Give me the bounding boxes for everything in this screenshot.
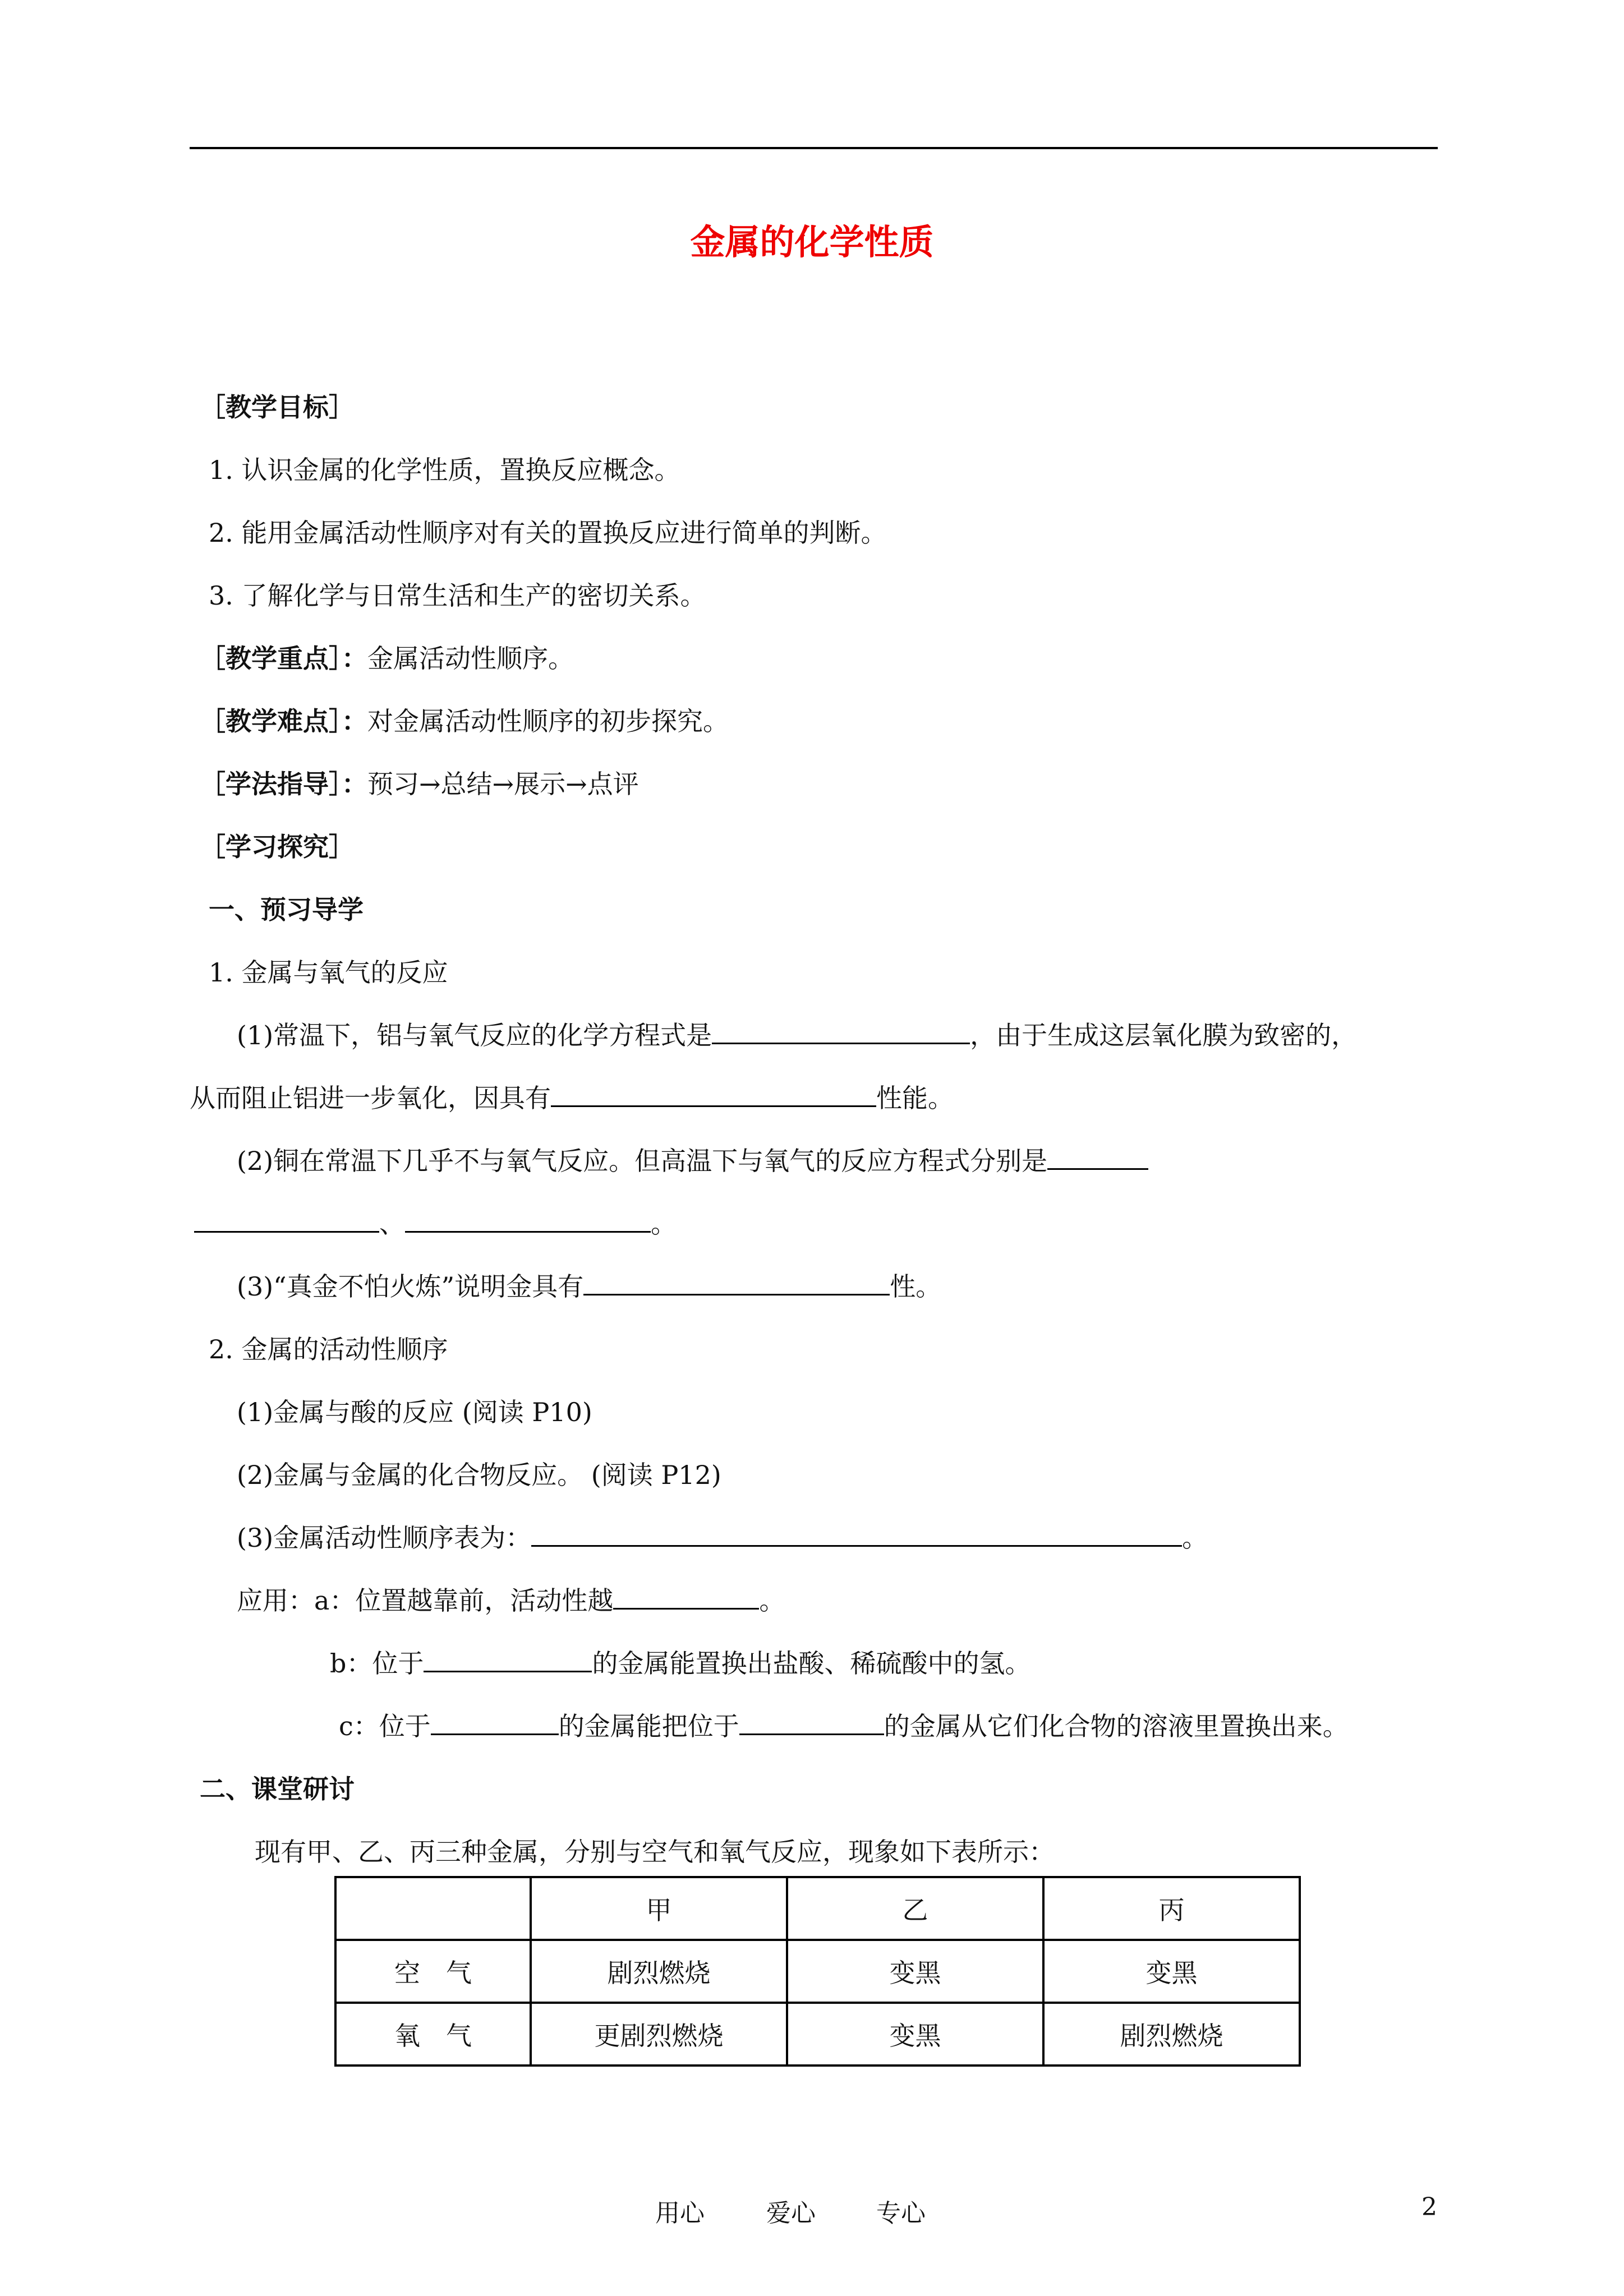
table-header-cell: 甲 <box>531 1877 787 1940</box>
question-2-line1: (2)铜在常温下几乎不与氧气反应。但高温下与氧气的反应方程式分别是 <box>237 1141 1148 1178</box>
page-number: 2 <box>1421 2193 1437 2221</box>
page-title: 金属的化学性质 <box>690 222 934 262</box>
key-point-label: ［教学重点］： <box>200 643 367 674</box>
activity-1: (1)金属与酸的反应 (阅读 P10) <box>237 1397 592 1427</box>
footer-word: 用心 <box>655 2199 705 2228</box>
section1-heading: 一、预习导学 <box>209 895 364 925</box>
table-cell: 剧烈燃烧 <box>531 1940 787 2003</box>
section2-heading: 二、课堂研讨 <box>200 1774 355 1804</box>
key-point-text: 金属活动性顺序。 <box>367 643 574 674</box>
answer-blank[interactable] <box>613 1581 759 1610</box>
table-header-row <box>335 1877 1300 1940</box>
method <box>200 764 639 801</box>
table-cell: 更剧烈燃烧 <box>531 2003 787 2066</box>
section2-intro: 现有甲、乙、丙三种金属，分别与空气和氧气反应，现象如下表所示： <box>255 1837 1055 1867</box>
answer-blank[interactable] <box>583 1267 890 1295</box>
table-row <box>335 1940 1300 2003</box>
question-1-line2: 从而阻止铝进一步氧化，因具有 性能。 <box>190 1078 954 1115</box>
table-cell: 剧烈燃烧 <box>1043 2003 1300 2066</box>
answer-blank[interactable] <box>739 1707 884 1735</box>
application-a: 应用：a：位置越靠前，活动性越 。 <box>237 1580 785 1617</box>
activity-3: (3)金属活动性顺序表为： 。 <box>237 1518 1208 1555</box>
header-rule <box>190 147 1438 149</box>
table-header-cell: 丙 <box>1043 1877 1300 1940</box>
table-row <box>335 2003 1300 2066</box>
method-label: ［学法指导］： <box>200 769 367 799</box>
application-b: b：位于 的金属能置换出盐酸、稀硫酸中的氢。 <box>330 1643 1030 1680</box>
footer-word: 专心 <box>876 2199 926 2228</box>
explore-heading: ［学习探究］ <box>200 832 355 862</box>
answer-blank[interactable] <box>551 1078 876 1107</box>
table-cell: 氧 气 <box>335 2003 531 2066</box>
objective-1: 1. 认识金属的化学性质，置换反应概念。 <box>209 455 680 485</box>
answer-blank[interactable] <box>1047 1141 1148 1170</box>
answer-blank[interactable] <box>431 1707 559 1735</box>
method-text: 预习→总结→展示→点评 <box>367 769 639 799</box>
table-cell: 变黑 <box>1043 1940 1300 2003</box>
answer-blank[interactable] <box>424 1644 592 1672</box>
objective-3: 3. 了解化学与日常生活和生产的密切关系。 <box>209 580 706 611</box>
answer-blank[interactable] <box>712 1016 970 1044</box>
footer-word: 爱心 <box>766 2199 816 2228</box>
section1-item1: 1. 金属与氧气的反应 <box>209 957 448 988</box>
difficulty-text: 对金属活动性顺序的初步探究。 <box>367 706 729 736</box>
difficulty <box>200 701 729 738</box>
table-header-cell <box>335 1877 531 1940</box>
answer-blank[interactable] <box>194 1204 379 1233</box>
question-1-line1: (1)常温下，铝与氧气反应的化学方程式是 ，由于生成这层氧化膜为致密的， <box>237 1015 1357 1052</box>
difficulty-label: ［教学难点］： <box>200 706 367 736</box>
objective-2: 2. 能用金属活动性顺序对有关的置换反应进行简单的判断。 <box>209 518 887 548</box>
table-header-cell: 乙 <box>787 1877 1043 1940</box>
section1-item2: 2. 金属的活动性顺序 <box>209 1334 448 1364</box>
activity-2: (2)金属与金属的化合物反应。 (阅读 P12) <box>237 1460 721 1490</box>
key-point <box>200 638 574 675</box>
answer-blank[interactable] <box>405 1204 651 1233</box>
table-cell: 变黑 <box>787 1940 1043 2003</box>
question-2-line2: 、 。 <box>194 1204 677 1241</box>
objectives-heading: ［教学目标］ <box>200 392 355 422</box>
table-cell: 空 气 <box>335 1940 531 2003</box>
question-3: (3)“真金不怕火炼”说明金具有 性。 <box>237 1266 941 1303</box>
table-cell: 变黑 <box>787 2003 1043 2066</box>
answer-blank[interactable] <box>531 1518 1182 1547</box>
application-c: c：位于 的金属能把位于 的金属从它们化合物的溶液里置换出来。 <box>339 1706 1349 1743</box>
observation-table <box>334 1876 1301 2067</box>
